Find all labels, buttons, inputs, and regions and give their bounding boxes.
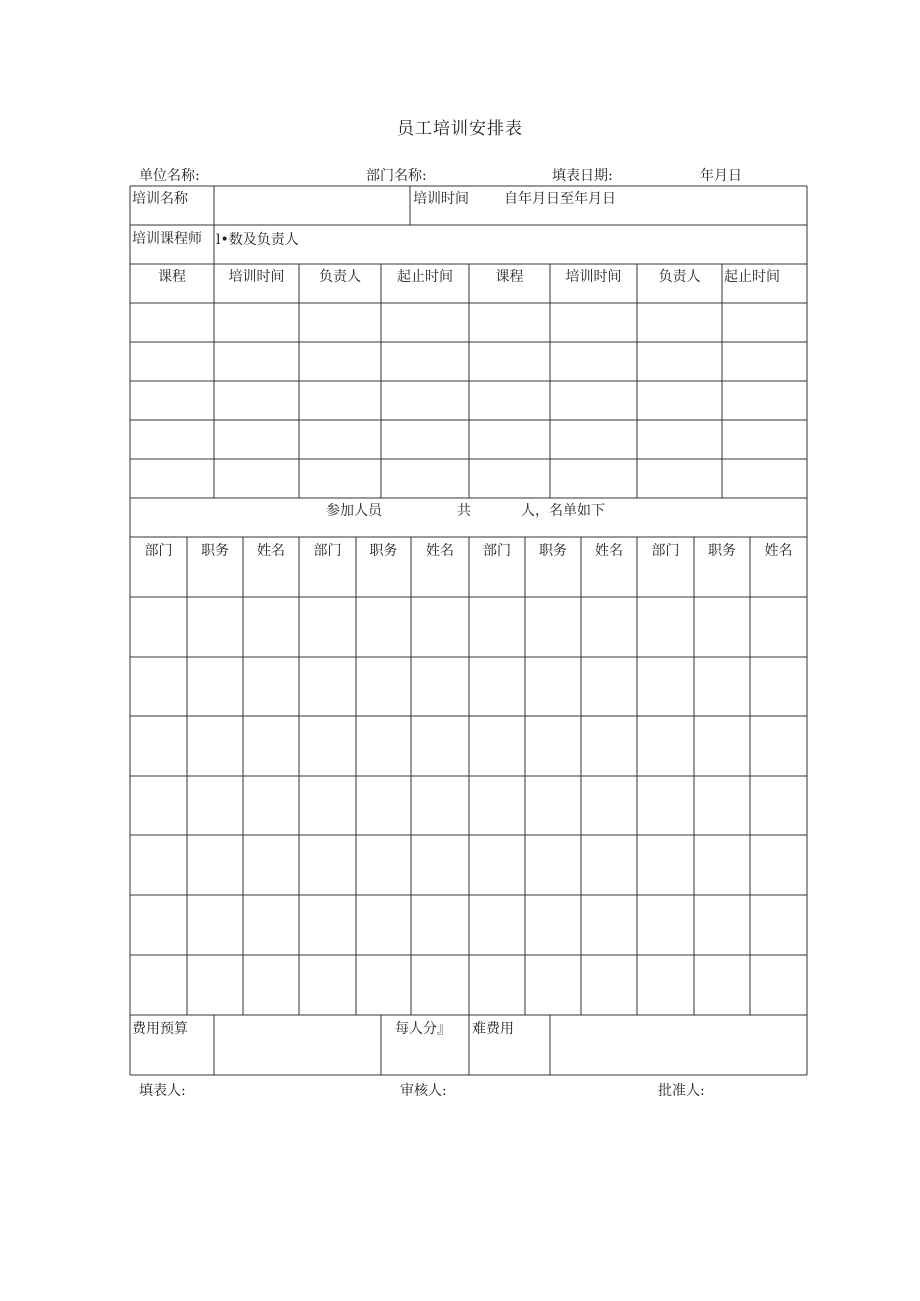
lecturer-value: l•数及负责人 — [216, 232, 299, 248]
unit-name-label: 单位名称: — [139, 168, 200, 184]
training-name-label: 培训名称 — [132, 191, 188, 207]
budget-label: 费用预算 — [132, 1021, 188, 1037]
per-person-label: 每人分』 — [395, 1021, 451, 1037]
position-header: 职务 — [708, 543, 736, 559]
budget-field[interactable] — [216, 1017, 379, 1073]
training-time-label: 培训时间 — [413, 191, 469, 207]
position-header: 职务 — [369, 543, 398, 559]
fill-date-label: 填表日期: — [552, 168, 613, 184]
course-time-header: 培训时间 — [228, 269, 285, 285]
name-header: 姓名 — [764, 543, 793, 559]
name-header: 姓名 — [257, 543, 285, 559]
participants-label: 参加人员 — [326, 503, 382, 519]
per-person-field[interactable] — [552, 1017, 805, 1073]
dept-header: 部门 — [144, 543, 173, 559]
lecturer-label: 培训课程师 — [132, 231, 202, 247]
position-header: 职务 — [201, 543, 229, 559]
course-period-header: 起止时间 — [724, 269, 780, 285]
training-name-field[interactable] — [220, 188, 406, 222]
dept-header: 部门 — [313, 543, 342, 559]
course-header: 课程 — [158, 269, 186, 285]
participants-total-prefix: 共 — [457, 503, 471, 519]
dept-name-label: 部门名称: — [366, 168, 427, 184]
course-time-header: 培训时间 — [565, 269, 622, 285]
approver-label: 批准人: — [658, 1083, 705, 1099]
training-time-value: 自年月日至年月日 — [504, 191, 616, 207]
course-owner-header: 负责人 — [319, 269, 361, 285]
form-title: 员工培训安排表 — [397, 119, 523, 139]
course-owner-header: 负责人 — [658, 269, 701, 285]
name-header: 姓名 — [595, 543, 623, 559]
per-person-label-2: 难费用 — [472, 1021, 514, 1037]
filler-label: 填表人: — [139, 1083, 186, 1099]
name-header: 姓名 — [426, 543, 454, 559]
participants-total-suffix: 人，名单如下 — [521, 503, 605, 519]
dept-header: 部门 — [483, 543, 511, 559]
position-header: 职务 — [539, 543, 567, 559]
dept-header: 部门 — [651, 543, 680, 559]
fill-date-value: 年月日 — [700, 168, 742, 184]
course-period-header: 起止时间 — [397, 269, 453, 285]
course-header: 课程 — [495, 269, 524, 285]
reviewer-label: 审核人: — [400, 1083, 447, 1099]
